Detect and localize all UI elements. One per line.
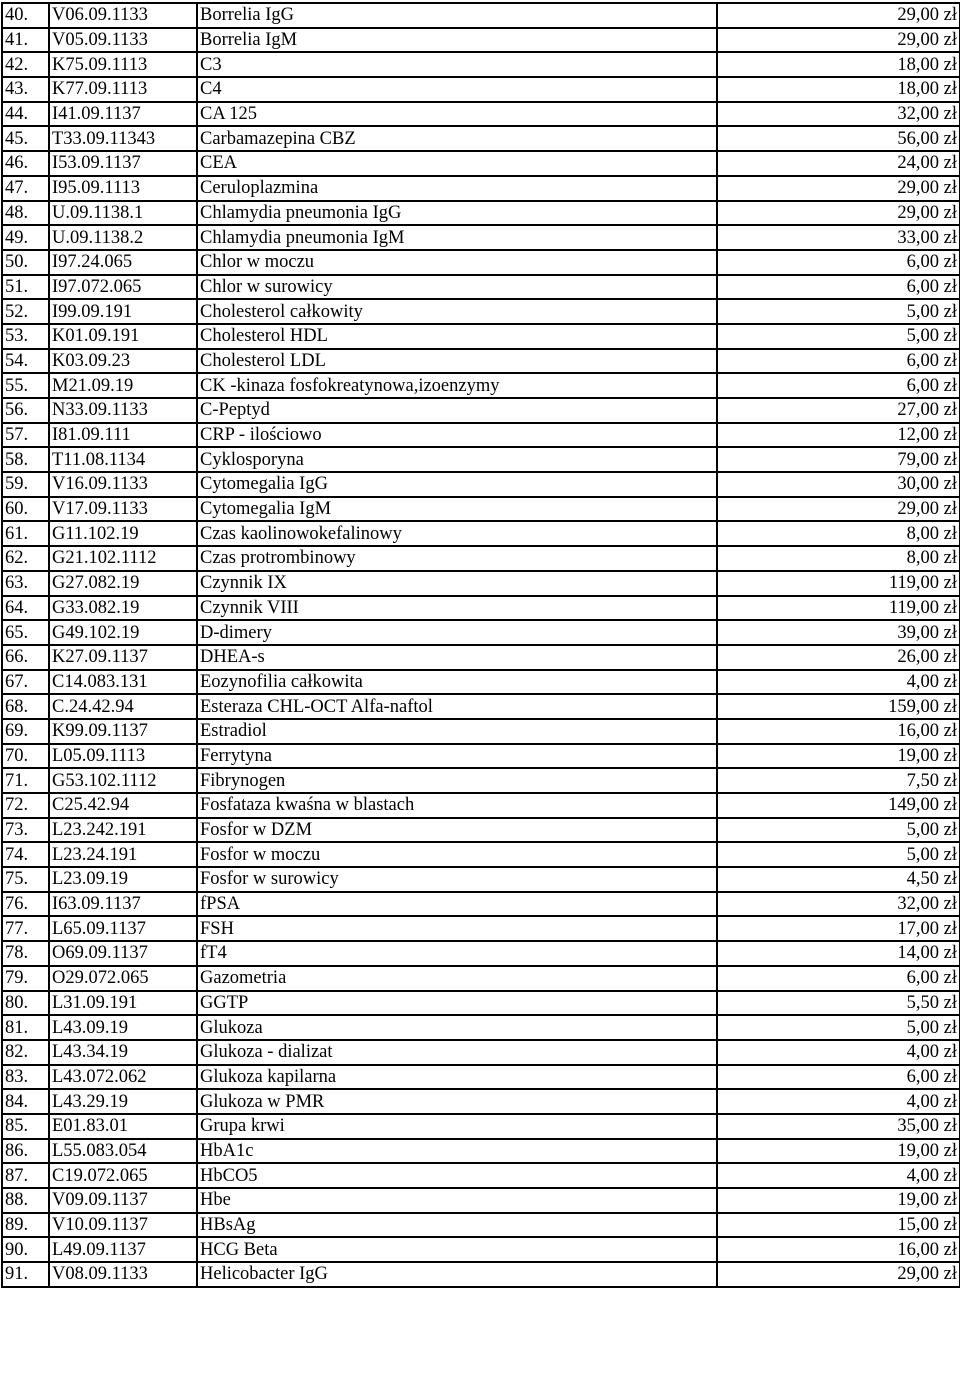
test-name: Cyklosporyna bbox=[197, 447, 717, 472]
price-list-body bbox=[2, 3, 960, 1287]
procedure-code: L43.29.19 bbox=[49, 1089, 197, 1114]
table-row bbox=[2, 620, 960, 645]
test-name: Czas kaolinowokefalinowy bbox=[197, 521, 717, 546]
procedure-code: V10.09.1137 bbox=[49, 1213, 197, 1238]
test-name: Glukoza w PMR bbox=[197, 1089, 717, 1114]
table-row bbox=[2, 52, 960, 77]
table-row bbox=[2, 102, 960, 127]
row-number: 55. bbox=[2, 373, 49, 398]
test-name: CEA bbox=[197, 151, 717, 176]
table-row bbox=[2, 1065, 960, 1090]
procedure-code: V06.09.1133 bbox=[49, 3, 197, 28]
row-number: 62. bbox=[2, 546, 49, 571]
test-price: 4,00 zł bbox=[717, 1089, 960, 1114]
test-name: Fibrynogen bbox=[197, 768, 717, 793]
test-price: 29,00 zł bbox=[717, 3, 960, 28]
table-row bbox=[2, 546, 960, 571]
row-number: 64. bbox=[2, 596, 49, 621]
table-row bbox=[2, 28, 960, 53]
test-name: Eozynofilia całkowita bbox=[197, 670, 717, 695]
row-number: 78. bbox=[2, 941, 49, 966]
test-price: 5,00 zł bbox=[717, 299, 960, 324]
row-number: 56. bbox=[2, 398, 49, 423]
test-price: 19,00 zł bbox=[717, 1139, 960, 1164]
row-number: 66. bbox=[2, 645, 49, 670]
test-name: Helicobacter IgG bbox=[197, 1262, 717, 1287]
row-number: 43. bbox=[2, 77, 49, 102]
procedure-code: K77.09.1113 bbox=[49, 77, 197, 102]
test-price: 24,00 zł bbox=[717, 151, 960, 176]
procedure-code: L43.34.19 bbox=[49, 1040, 197, 1065]
procedure-code: I99.09.191 bbox=[49, 299, 197, 324]
test-name: C4 bbox=[197, 77, 717, 102]
table-row bbox=[2, 694, 960, 719]
table-row bbox=[2, 645, 960, 670]
procedure-code: I97.072.065 bbox=[49, 275, 197, 300]
test-name: Chlor w surowicy bbox=[197, 275, 717, 300]
procedure-code: K01.09.191 bbox=[49, 324, 197, 349]
table-row bbox=[2, 521, 960, 546]
procedure-code: T11.08.1134 bbox=[49, 447, 197, 472]
row-number: 75. bbox=[2, 867, 49, 892]
table-row bbox=[2, 176, 960, 201]
test-name: Fosfor w DZM bbox=[197, 818, 717, 843]
test-price: 5,00 zł bbox=[717, 818, 960, 843]
row-number: 70. bbox=[2, 744, 49, 769]
procedure-code: K03.09.23 bbox=[49, 349, 197, 374]
table-row bbox=[2, 744, 960, 769]
row-number: 74. bbox=[2, 842, 49, 867]
test-name: Czynnik IX bbox=[197, 571, 717, 596]
table-row bbox=[2, 447, 960, 472]
row-number: 51. bbox=[2, 275, 49, 300]
row-number: 73. bbox=[2, 818, 49, 843]
table-row bbox=[2, 818, 960, 843]
test-price: 159,00 zł bbox=[717, 694, 960, 719]
row-number: 58. bbox=[2, 447, 49, 472]
test-price: 5,00 zł bbox=[717, 324, 960, 349]
procedure-code: L65.09.1137 bbox=[49, 916, 197, 941]
row-number: 52. bbox=[2, 299, 49, 324]
test-price: 17,00 zł bbox=[717, 916, 960, 941]
test-price: 56,00 zł bbox=[717, 126, 960, 151]
test-price: 7,50 zł bbox=[717, 768, 960, 793]
test-name: Fosfataza kwaśna w blastach bbox=[197, 793, 717, 818]
procedure-code: L31.09.191 bbox=[49, 991, 197, 1016]
test-price: 35,00 zł bbox=[717, 1114, 960, 1139]
test-name: GGTP bbox=[197, 991, 717, 1016]
test-price: 4,00 zł bbox=[717, 1040, 960, 1065]
table-row bbox=[2, 867, 960, 892]
test-name: HCG Beta bbox=[197, 1237, 717, 1262]
test-price: 4,50 zł bbox=[717, 867, 960, 892]
procedure-code: C14.083.131 bbox=[49, 670, 197, 695]
test-name: HbCO5 bbox=[197, 1163, 717, 1188]
row-number: 79. bbox=[2, 966, 49, 991]
procedure-code: I41.09.1137 bbox=[49, 102, 197, 127]
test-name: Grupa krwi bbox=[197, 1114, 717, 1139]
row-number: 49. bbox=[2, 225, 49, 250]
procedure-code: O29.072.065 bbox=[49, 966, 197, 991]
test-price: 4,00 zł bbox=[717, 670, 960, 695]
table-row bbox=[2, 398, 960, 423]
test-name: DHEA-s bbox=[197, 645, 717, 670]
test-price: 33,00 zł bbox=[717, 225, 960, 250]
table-row bbox=[2, 719, 960, 744]
procedure-code: I95.09.1113 bbox=[49, 176, 197, 201]
procedure-code: V05.09.1133 bbox=[49, 28, 197, 53]
test-price: 4,00 zł bbox=[717, 1163, 960, 1188]
test-name: Carbamazepina CBZ bbox=[197, 126, 717, 151]
test-name: Glukoza - dializat bbox=[197, 1040, 717, 1065]
table-row bbox=[2, 1040, 960, 1065]
table-row bbox=[2, 596, 960, 621]
test-name: CA 125 bbox=[197, 102, 717, 127]
test-price: 6,00 zł bbox=[717, 250, 960, 275]
procedure-code: I97.24.065 bbox=[49, 250, 197, 275]
row-number: 72. bbox=[2, 793, 49, 818]
table-row bbox=[2, 151, 960, 176]
procedure-code: G49.102.19 bbox=[49, 620, 197, 645]
procedure-code: V08.09.1133 bbox=[49, 1262, 197, 1287]
procedure-code: L49.09.1137 bbox=[49, 1237, 197, 1262]
table-row bbox=[2, 126, 960, 151]
procedure-code: N33.09.1133 bbox=[49, 398, 197, 423]
procedure-code: I81.09.111 bbox=[49, 423, 197, 448]
procedure-code: L55.083.054 bbox=[49, 1139, 197, 1164]
test-price: 29,00 zł bbox=[717, 176, 960, 201]
procedure-code: L43.09.19 bbox=[49, 1015, 197, 1040]
test-name: fT4 bbox=[197, 941, 717, 966]
test-name: Ceruloplazmina bbox=[197, 176, 717, 201]
table-row bbox=[2, 1188, 960, 1213]
row-number: 81. bbox=[2, 1015, 49, 1040]
test-name: D-dimery bbox=[197, 620, 717, 645]
row-number: 69. bbox=[2, 719, 49, 744]
table-row bbox=[2, 1114, 960, 1139]
test-name: Ferrytyna bbox=[197, 744, 717, 769]
test-price: 32,00 zł bbox=[717, 102, 960, 127]
procedure-code: V17.09.1133 bbox=[49, 497, 197, 522]
test-name: FSH bbox=[197, 916, 717, 941]
test-name: HBsAg bbox=[197, 1213, 717, 1238]
test-price: 18,00 zł bbox=[717, 77, 960, 102]
procedure-code: K99.09.1137 bbox=[49, 719, 197, 744]
test-name: Czas protrombinowy bbox=[197, 546, 717, 571]
test-price: 29,00 zł bbox=[717, 201, 960, 226]
test-price: 8,00 zł bbox=[717, 546, 960, 571]
row-number: 71. bbox=[2, 768, 49, 793]
test-price: 27,00 zł bbox=[717, 398, 960, 423]
test-name: Chlamydia pneumonia IgG bbox=[197, 201, 717, 226]
procedure-code: M21.09.19 bbox=[49, 373, 197, 398]
test-price: 6,00 zł bbox=[717, 349, 960, 374]
test-price: 12,00 zł bbox=[717, 423, 960, 448]
procedure-code: L23.24.191 bbox=[49, 842, 197, 867]
row-number: 76. bbox=[2, 892, 49, 917]
table-row bbox=[2, 349, 960, 374]
procedure-code: G21.102.1112 bbox=[49, 546, 197, 571]
procedure-code: C.24.42.94 bbox=[49, 694, 197, 719]
procedure-code: K75.09.1113 bbox=[49, 52, 197, 77]
price-list-table bbox=[1, 2, 960, 1288]
row-number: 50. bbox=[2, 250, 49, 275]
table-row bbox=[2, 670, 960, 695]
row-number: 65. bbox=[2, 620, 49, 645]
test-name: Chlor w moczu bbox=[197, 250, 717, 275]
test-name: C-Peptyd bbox=[197, 398, 717, 423]
table-row bbox=[2, 472, 960, 497]
test-price: 39,00 zł bbox=[717, 620, 960, 645]
test-name: CK -kinaza fosfokreatynowa,izoenzymy bbox=[197, 373, 717, 398]
test-price: 32,00 zł bbox=[717, 892, 960, 917]
row-number: 83. bbox=[2, 1065, 49, 1090]
test-price: 6,00 zł bbox=[717, 1065, 960, 1090]
row-number: 61. bbox=[2, 521, 49, 546]
test-price: 79,00 zł bbox=[717, 447, 960, 472]
table-row bbox=[2, 793, 960, 818]
table-row bbox=[2, 768, 960, 793]
row-number: 86. bbox=[2, 1139, 49, 1164]
row-number: 68. bbox=[2, 694, 49, 719]
row-number: 91. bbox=[2, 1262, 49, 1287]
test-name: Glukoza kapilarna bbox=[197, 1065, 717, 1090]
test-price: 19,00 zł bbox=[717, 1188, 960, 1213]
test-price: 29,00 zł bbox=[717, 497, 960, 522]
table-row bbox=[2, 916, 960, 941]
test-name: Hbe bbox=[197, 1188, 717, 1213]
row-number: 82. bbox=[2, 1040, 49, 1065]
table-row bbox=[2, 497, 960, 522]
test-name: Estradiol bbox=[197, 719, 717, 744]
procedure-code: K27.09.1137 bbox=[49, 645, 197, 670]
test-price: 18,00 zł bbox=[717, 52, 960, 77]
row-number: 87. bbox=[2, 1163, 49, 1188]
test-price: 149,00 zł bbox=[717, 793, 960, 818]
table-row bbox=[2, 250, 960, 275]
procedure-code: U.09.1138.2 bbox=[49, 225, 197, 250]
procedure-code: C25.42.94 bbox=[49, 793, 197, 818]
table-row bbox=[2, 77, 960, 102]
procedure-code: L23.242.191 bbox=[49, 818, 197, 843]
procedure-code: L43.072.062 bbox=[49, 1065, 197, 1090]
test-name: Czynnik VIII bbox=[197, 596, 717, 621]
table-row bbox=[2, 1213, 960, 1238]
test-name: C3 bbox=[197, 52, 717, 77]
row-number: 60. bbox=[2, 497, 49, 522]
test-price: 30,00 zł bbox=[717, 472, 960, 497]
table-row bbox=[2, 225, 960, 250]
row-number: 77. bbox=[2, 916, 49, 941]
row-number: 88. bbox=[2, 1188, 49, 1213]
test-name: Fosfor w moczu bbox=[197, 842, 717, 867]
row-number: 44. bbox=[2, 102, 49, 127]
row-number: 63. bbox=[2, 571, 49, 596]
procedure-code: V16.09.1133 bbox=[49, 472, 197, 497]
test-name: Chlamydia pneumonia IgM bbox=[197, 225, 717, 250]
table-row bbox=[2, 1163, 960, 1188]
test-price: 6,00 zł bbox=[717, 275, 960, 300]
procedure-code: I63.09.1137 bbox=[49, 892, 197, 917]
procedure-code: L23.09.19 bbox=[49, 867, 197, 892]
table-row bbox=[2, 423, 960, 448]
table-row bbox=[2, 571, 960, 596]
table-row bbox=[2, 1139, 960, 1164]
test-name: CRP - ilościowo bbox=[197, 423, 717, 448]
test-price: 5,50 zł bbox=[717, 991, 960, 1016]
row-number: 67. bbox=[2, 670, 49, 695]
row-number: 40. bbox=[2, 3, 49, 28]
procedure-code: L05.09.1113 bbox=[49, 744, 197, 769]
test-price: 6,00 zł bbox=[717, 966, 960, 991]
test-price: 8,00 zł bbox=[717, 521, 960, 546]
row-number: 90. bbox=[2, 1237, 49, 1262]
test-name: Gazometria bbox=[197, 966, 717, 991]
table-row bbox=[2, 892, 960, 917]
procedure-code: G27.082.19 bbox=[49, 571, 197, 596]
procedure-code: O69.09.1137 bbox=[49, 941, 197, 966]
test-price: 14,00 zł bbox=[717, 941, 960, 966]
row-number: 57. bbox=[2, 423, 49, 448]
procedure-code: I53.09.1137 bbox=[49, 151, 197, 176]
test-price: 15,00 zł bbox=[717, 1213, 960, 1238]
procedure-code: E01.83.01 bbox=[49, 1114, 197, 1139]
table-row bbox=[2, 991, 960, 1016]
row-number: 42. bbox=[2, 52, 49, 77]
test-name: Fosfor w surowicy bbox=[197, 867, 717, 892]
table-row bbox=[2, 842, 960, 867]
table-row bbox=[2, 275, 960, 300]
test-name: Cytomegalia IgG bbox=[197, 472, 717, 497]
test-price: 5,00 zł bbox=[717, 842, 960, 867]
row-number: 80. bbox=[2, 991, 49, 1016]
test-price: 19,00 zł bbox=[717, 744, 960, 769]
test-price: 29,00 zł bbox=[717, 28, 960, 53]
table-row bbox=[2, 373, 960, 398]
table-row bbox=[2, 1015, 960, 1040]
table-row bbox=[2, 1237, 960, 1262]
test-name: Cholesterol całkowity bbox=[197, 299, 717, 324]
test-price: 119,00 zł bbox=[717, 571, 960, 596]
row-number: 45. bbox=[2, 126, 49, 151]
table-row bbox=[2, 1262, 960, 1287]
table-row bbox=[2, 324, 960, 349]
test-name: HbA1c bbox=[197, 1139, 717, 1164]
table-row bbox=[2, 3, 960, 28]
row-number: 47. bbox=[2, 176, 49, 201]
procedure-code: T33.09.11343 bbox=[49, 126, 197, 151]
row-number: 46. bbox=[2, 151, 49, 176]
test-name: fPSA bbox=[197, 892, 717, 917]
table-row bbox=[2, 299, 960, 324]
test-name: Glukoza bbox=[197, 1015, 717, 1040]
procedure-code: G33.082.19 bbox=[49, 596, 197, 621]
procedure-code: G11.102.19 bbox=[49, 521, 197, 546]
test-price: 5,00 zł bbox=[717, 1015, 960, 1040]
procedure-code: C19.072.065 bbox=[49, 1163, 197, 1188]
test-name: Borrelia IgG bbox=[197, 3, 717, 28]
test-price: 119,00 zł bbox=[717, 596, 960, 621]
test-name: Cholesterol HDL bbox=[197, 324, 717, 349]
table-row bbox=[2, 941, 960, 966]
row-number: 53. bbox=[2, 324, 49, 349]
table-row bbox=[2, 966, 960, 991]
test-name: Borrelia IgM bbox=[197, 28, 717, 53]
row-number: 54. bbox=[2, 349, 49, 374]
test-name: Cytomegalia IgM bbox=[197, 497, 717, 522]
test-price: 6,00 zł bbox=[717, 373, 960, 398]
procedure-code: V09.09.1137 bbox=[49, 1188, 197, 1213]
test-price: 16,00 zł bbox=[717, 719, 960, 744]
test-name: Esteraza CHL-OCT Alfa-naftol bbox=[197, 694, 717, 719]
test-name: Cholesterol LDL bbox=[197, 349, 717, 374]
procedure-code: G53.102.1112 bbox=[49, 768, 197, 793]
test-price: 29,00 zł bbox=[717, 1262, 960, 1287]
row-number: 41. bbox=[2, 28, 49, 53]
row-number: 85. bbox=[2, 1114, 49, 1139]
row-number: 89. bbox=[2, 1213, 49, 1238]
test-price: 16,00 zł bbox=[717, 1237, 960, 1262]
table-row bbox=[2, 1089, 960, 1114]
table-row bbox=[2, 201, 960, 226]
row-number: 59. bbox=[2, 472, 49, 497]
test-price: 26,00 zł bbox=[717, 645, 960, 670]
row-number: 84. bbox=[2, 1089, 49, 1114]
row-number: 48. bbox=[2, 201, 49, 226]
procedure-code: U.09.1138.1 bbox=[49, 201, 197, 226]
